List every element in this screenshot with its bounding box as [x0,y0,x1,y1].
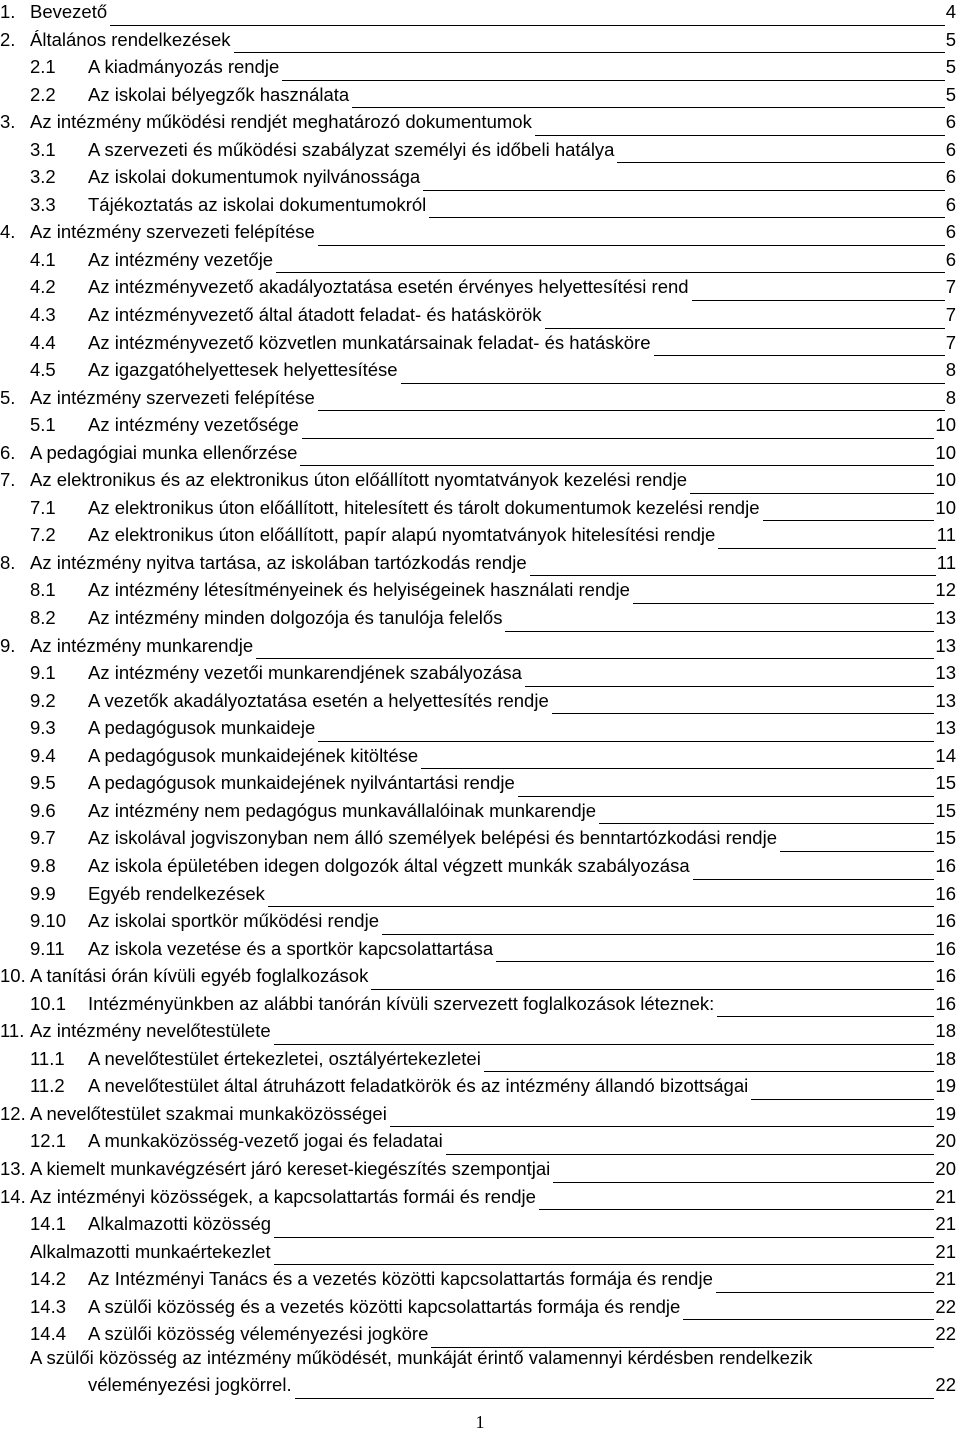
toc-entry[interactable] [0,854,960,882]
toc-leader [382,934,934,935]
toc-entry-number: 12.1 [30,1130,67,1152]
toc-entry-number: 3. [0,111,16,133]
toc-leader [780,851,934,852]
toc-leader [274,1044,934,1045]
toc-entry-number: 3.2 [30,166,56,188]
toc-entry-title: Az intézmény nevelőtestülete [30,1020,271,1042]
toc-leader [423,190,945,191]
toc-entry-title: Az iskolai dokumentumok nyilvánossága [88,166,421,188]
toc-entry[interactable] [0,331,960,359]
toc-leader [318,741,934,742]
toc-leader [683,1319,934,1320]
toc-entry-number: 10.1 [30,992,67,1014]
toc-entry[interactable] [0,1102,960,1130]
toc-entry[interactable] [0,551,960,579]
toc-entry-title: Az intézményi közösségek, a kapcsolattartás formái és rendje [30,1185,536,1207]
toc-entry-title: Az igazgatóhelyettesek helyettesítése [88,359,398,381]
toc-entry-title: Az intézmény szervezeti felépítése [30,221,315,243]
toc-leader [692,300,945,301]
toc-entry-number: 14.4 [30,1323,67,1345]
toc-leader [390,1126,934,1127]
toc-entry[interactable] [0,992,960,1020]
toc-entry-number: 4.4 [30,331,56,353]
toc-entry-number: 9.1 [30,662,56,684]
toc-entry[interactable] [0,303,960,331]
toc-entry-title: A pedagógiai munka ellenőrzése [30,441,298,463]
toc-entry[interactable] [0,220,960,248]
toc-entry[interactable] [0,964,960,992]
toc-entry-page: 13 [935,717,956,739]
toc-entry[interactable] [0,441,960,469]
toc-entry-title: A kiemelt munkavégzésért járó kereset-kiegészítés szempontjai [30,1157,551,1179]
toc-entry-title-line1: A szülői közösség az intézmény működését, munkáját érintő valamennyi kérdésben rendelkezik [30,1347,813,1368]
toc-entry-page: 4 [945,1,956,22]
toc-entry-title: A szülői közösség és a vezetés közötti kapcsolattartás formája és rendje [88,1295,681,1317]
toc-entry-title: Az intézmény nem pedagógus munkavállalóinak munkarendje [88,799,597,821]
toc-entry-number: 4.1 [30,248,56,270]
toc-leader [552,713,934,714]
toc-entry[interactable] [0,1047,960,1075]
toc-entry[interactable] [0,1157,960,1185]
toc-leader [276,272,945,273]
toc-entry-number: 9.3 [30,717,56,739]
toc-entry-page: 21 [935,1185,956,1207]
toc-leader [716,1292,934,1293]
toc-entry-page: 14 [935,744,956,766]
toc-entry-page: 5 [945,83,956,105]
toc-entry-page: 6 [945,248,956,270]
toc-entry-page: 18 [935,1020,956,1042]
toc-entry-page: 13 [935,634,956,656]
toc-entry-number: 7.1 [30,496,56,518]
toc-entry-number: 11. [0,1020,25,1042]
toc-entry[interactable] [0,165,960,193]
toc-entry-page: 13 [935,662,956,684]
toc-entry-page: 22 [935,1323,956,1345]
toc-entry[interactable] [0,468,960,496]
toc-entry-title: Tájékoztatás az iskolai dokumentumokról [88,193,427,215]
toc-entry[interactable] [0,0,960,28]
toc-entry-number: 9. [0,634,16,656]
toc-entry-title: A munkaközösség-vezető jogai és feladatai [88,1130,443,1152]
toc-entry-page: 10 [935,414,956,436]
toc-entry-page: 16 [935,937,956,959]
toc-entry[interactable] [0,386,960,414]
toc-entry[interactable] [0,1019,960,1047]
toc-entry-page: 5 [945,28,956,50]
toc-entry-number: 14. [0,1185,26,1207]
toc-entry[interactable] [0,110,960,138]
toc-entry-number: 13. [0,1157,26,1179]
toc-entry-title: Az iskolával jogviszonyban nem álló személyek belépési és benntartózkodási rendje [88,827,777,849]
toc-entry-number: 11.2 [30,1075,65,1097]
toc-entry-page: 10 [935,441,956,463]
toc-entry-page: 5 [945,56,956,78]
toc-entry-number: 8.1 [30,579,56,601]
toc-leader [282,80,945,81]
toc-entry-title: Intézményünkben az alábbi tanórán kívüli szervezett foglalkozások léteznek: [88,992,715,1014]
toc-entry-page: 21 [935,1213,956,1235]
toc-entry-page: 16 [935,854,956,876]
toc-leader [352,107,945,108]
toc-entry-title: Általános rendelkezések [30,28,231,50]
toc-leader [693,879,934,880]
toc-leader [718,548,936,549]
toc-entry[interactable] [0,937,960,965]
toc-leader [401,383,945,384]
toc-leader [539,1209,934,1210]
toc-entry[interactable] [0,1267,960,1295]
toc-entry-title: A tanítási órán kívüli egyéb foglalkozások [30,965,369,987]
toc-entry-page: 6 [945,138,956,160]
toc-entry[interactable] [0,28,960,56]
toc-entry-number: 4. [0,221,16,243]
toc-entry[interactable] [0,193,960,221]
toc-entry-page: 15 [935,799,956,821]
toc-entry-page: 6 [945,111,956,133]
toc-entry-multiline[interactable] [0,1346,960,1401]
toc-entry-number: 9.11 [30,937,65,959]
toc-entry-number: 6. [0,441,16,463]
toc-entry-page: 16 [935,882,956,904]
toc-entry-number: 14.2 [30,1268,67,1290]
toc-entry-title-line2: véleményezési jogkörrel. [88,1374,292,1395]
toc-entry-title: Alkalmazotti munkaértekezlet [30,1240,271,1262]
toc-entry-title: Az intézmény vezetője [88,248,274,270]
toc-entry-number: 9.2 [30,689,56,711]
toc-entry-page: 10 [935,469,956,491]
toc-leader [496,961,934,962]
toc-leader [535,135,945,136]
toc-entry[interactable] [0,1185,960,1213]
toc-entry-title: A kiadmányozás rendje [88,56,280,78]
toc-entry-title: Az intézményvezető által átadott feladat- és hatáskörök [88,304,542,326]
toc-entry-page: 15 [935,772,956,794]
toc-leader [300,465,934,466]
toc-entry[interactable] [0,523,960,551]
toc-leader [484,1071,934,1072]
toc-entry-page: 12 [935,579,956,601]
toc-entry-page: 20 [935,1157,956,1179]
toc-leader [717,1016,934,1017]
toc-entry[interactable] [0,799,960,827]
toc-entry-title: A vezetők akadályoztatása esetén a helyettesítés rendje [88,689,549,711]
toc-entry[interactable] [0,275,960,303]
toc-entry-page: 19 [935,1075,956,1097]
toc-leader [110,25,945,26]
toc-entry-page: 18 [935,1047,956,1069]
toc-entry-number: 2. [0,28,16,50]
toc-entry-page: 10 [935,496,956,518]
toc-entry-page: 8 [945,386,956,408]
toc-entry-page: 6 [945,166,956,188]
toc-entry-title: A szervezeti és működési szabályzat személyi és időbeli hatálya [88,138,615,160]
toc-entry-number: 3.1 [30,138,56,160]
toc-entry-number: 8.2 [30,607,56,629]
toc-entry[interactable] [0,1212,960,1240]
toc-entry[interactable] [0,909,960,937]
toc-entry[interactable] [0,689,960,717]
toc-entry[interactable] [0,55,960,83]
toc-entry-number: 14.3 [30,1295,67,1317]
toc-entry-page: 7 [945,331,956,353]
toc-entry[interactable] [0,83,960,111]
toc-leader [274,1264,934,1265]
toc-entry-page: 21 [935,1268,956,1290]
toc-leader [654,355,945,356]
toc-leader [295,1398,934,1399]
toc-entry-page: 16 [935,965,956,987]
toc-entry-number: 9.4 [30,744,56,766]
toc-entry-page: 6 [945,193,956,215]
toc-entry-title: A szülői közösség véleményezési jogköre [88,1323,429,1345]
toc-entry[interactable] [0,1240,960,1268]
toc-entry-title: Az intézmény minden dolgozója és tanulója felelős [88,607,503,629]
toc-entry-number: 10. [0,965,26,987]
toc-entry-page: 11 [936,524,956,546]
toc-entry-page: 13 [935,689,956,711]
toc-leader [525,686,934,687]
toc-entry-number: 2.2 [30,83,56,105]
toc-entry-number: 4.2 [30,276,56,298]
toc-entry-page: 16 [935,992,956,1014]
toc-entry-page: 13 [935,607,956,629]
toc-entry-title: Az iskolai sportkör működési rendje [88,910,379,932]
toc-entry-page: 22 [935,1374,956,1395]
toc-entry-title: Az iskolai bélyegzők használata [88,83,350,105]
toc-entry-title: A pedagógusok munkaidejének nyilvántartási rendje [88,772,515,794]
toc-entry[interactable] [0,882,960,910]
toc-leader [690,493,934,494]
toc-entry-number: 4.5 [30,359,56,381]
page-number: 1 [475,1412,485,1432]
toc-entry-page: 21 [935,1240,956,1262]
toc-entry-title: Az intézmény működési rendjét meghatározó dokumentumok [30,111,532,133]
toc-entry[interactable] [0,1074,960,1102]
toc-entry[interactable] [0,634,960,662]
toc-entry-title: Bevezető [30,1,108,22]
toc-entry-title: Az Intézményi Tanács és a vezetés közötti kapcsolattartás formája és rendje [88,1268,713,1290]
toc-entry-number: 11.1 [30,1047,65,1069]
toc-entry-title: A nevelőtestület által átruházott feladatkörök és az intézmény állandó bizottságai [88,1075,749,1097]
toc-leader [518,796,934,797]
toc-leader [530,575,936,576]
toc-entry[interactable] [0,358,960,386]
toc-entry[interactable] [0,771,960,799]
toc-entry-number: 2.1 [30,56,56,78]
toc-entry-page: 7 [945,304,956,326]
toc-leader [318,410,945,411]
toc-entry-title: Az intézmény nyitva tartása, az iskolában tartózkodás rendje [30,551,527,573]
toc-entry-page: 16 [935,910,956,932]
toc-entry[interactable] [0,716,960,744]
toc-entry-number: 5.1 [30,414,56,436]
toc-entry-title: Az elektronikus úton előállított, hitelesített és tárolt dokumentumok kezelési rendje [88,496,760,518]
toc-entry-number: 14.1 [30,1213,67,1235]
toc-entry-number: 9.5 [30,772,56,794]
toc-entry-page: 22 [935,1295,956,1317]
toc-entry-title: A pedagógusok munkaideje [88,717,316,739]
toc-entry[interactable] [0,826,960,854]
toc-entry-page: 7 [945,276,956,298]
toc-leader [429,217,945,218]
toc-entry[interactable] [0,661,960,689]
toc-leader [751,1099,934,1100]
toc-entry-title: Az intézmény vezetősége [88,414,299,436]
toc-entry[interactable] [0,413,960,441]
toc-entry-number: 4.3 [30,304,56,326]
toc-entry-page: 11 [936,551,956,573]
toc-entry-number: 9.6 [30,799,56,821]
toc-entry[interactable] [0,1129,960,1157]
toc-entry-title: A pedagógusok munkaidejének kitöltése [88,744,419,766]
toc-entry-page: 6 [945,221,956,243]
toc-leader [617,162,945,163]
toc-entry-number: 3.3 [30,193,56,215]
toc-entry-number: 9.9 [30,882,56,904]
toc-entry-title: Alkalmazotti közösség [88,1213,272,1235]
toc-entry-page: 20 [935,1130,956,1152]
toc-entry-number: 12. [0,1102,26,1124]
toc-leader [234,52,945,53]
toc-entry[interactable] [0,606,960,634]
toc-leader [268,906,934,907]
toc-entry-title: Az elektronikus úton előállított, papír alapú nyomtatványok hitelesítési rendje [88,524,716,546]
toc-entry[interactable] [0,496,960,524]
toc-entry-title: Az elektronikus és az elektronikus úton előállított nyomtatványok kezelési rendje [30,469,688,491]
toc-entry[interactable] [0,1295,960,1323]
toc-leader [505,631,934,632]
toc-entry-number: 7.2 [30,524,56,546]
toc-entry-number: 9.10 [30,910,67,932]
toc-leader [302,438,934,439]
toc-entry-title: Az intézmény létesítményeinek és helyiségeinek használati rendje [88,579,630,601]
toc-leader [599,823,934,824]
toc-entry-title: A nevelőtestület értekezletei, osztályértekezletei [88,1047,481,1069]
toc-leader [371,989,934,990]
toc-entry-number: 1. [0,1,16,22]
toc-entry[interactable] [0,744,960,772]
toc-entry-number: 9.8 [30,854,56,876]
toc-entry-page: 19 [935,1102,956,1124]
toc-entry-title: Az intézmény vezetői munkarendjének szabályozása [88,662,522,684]
toc-entry-title: Az intézményvezető közvetlen munkatársainak feladat- és hatásköre [88,331,651,353]
toc-leader [553,1182,934,1183]
toc-entry[interactable] [0,578,960,606]
toc-leader [545,328,945,329]
toc-leader [421,768,934,769]
toc-entry-title: Egyéb rendelkezések [88,882,265,904]
toc-entry-number: 8. [0,551,16,573]
toc-entry-title: A nevelőtestület szakmai munkaközösségei [30,1102,387,1124]
toc-entry-title: Az intézmény munkarendje [30,634,254,656]
toc-entry[interactable] [0,138,960,166]
toc-leader [633,603,934,604]
toc-leader [763,520,934,521]
toc-entry[interactable] [0,248,960,276]
toc-entry-number: 5. [0,386,16,408]
toc-leader [274,1237,934,1238]
toc-leader [318,245,945,246]
toc-entry-number: 7. [0,469,16,491]
toc-entry-page: 8 [945,359,956,381]
toc-entry-number: 9.7 [30,827,56,849]
toc-entry-page: 15 [935,827,956,849]
toc-entry-title: Az iskola épületében idegen dolgozók által végzett munkák szabályozása [88,854,690,876]
toc-leader [446,1154,934,1155]
toc-entry-title: Az iskola vezetése és a sportkör kapcsolattartása [88,937,494,959]
toc-entry-title: Az intézmény szervezeti felépítése [30,386,315,408]
toc-entry-title: Az intézményvezető akadályoztatása esetén érvényes helyettesítési rend [88,276,689,298]
toc-leader [256,658,934,659]
